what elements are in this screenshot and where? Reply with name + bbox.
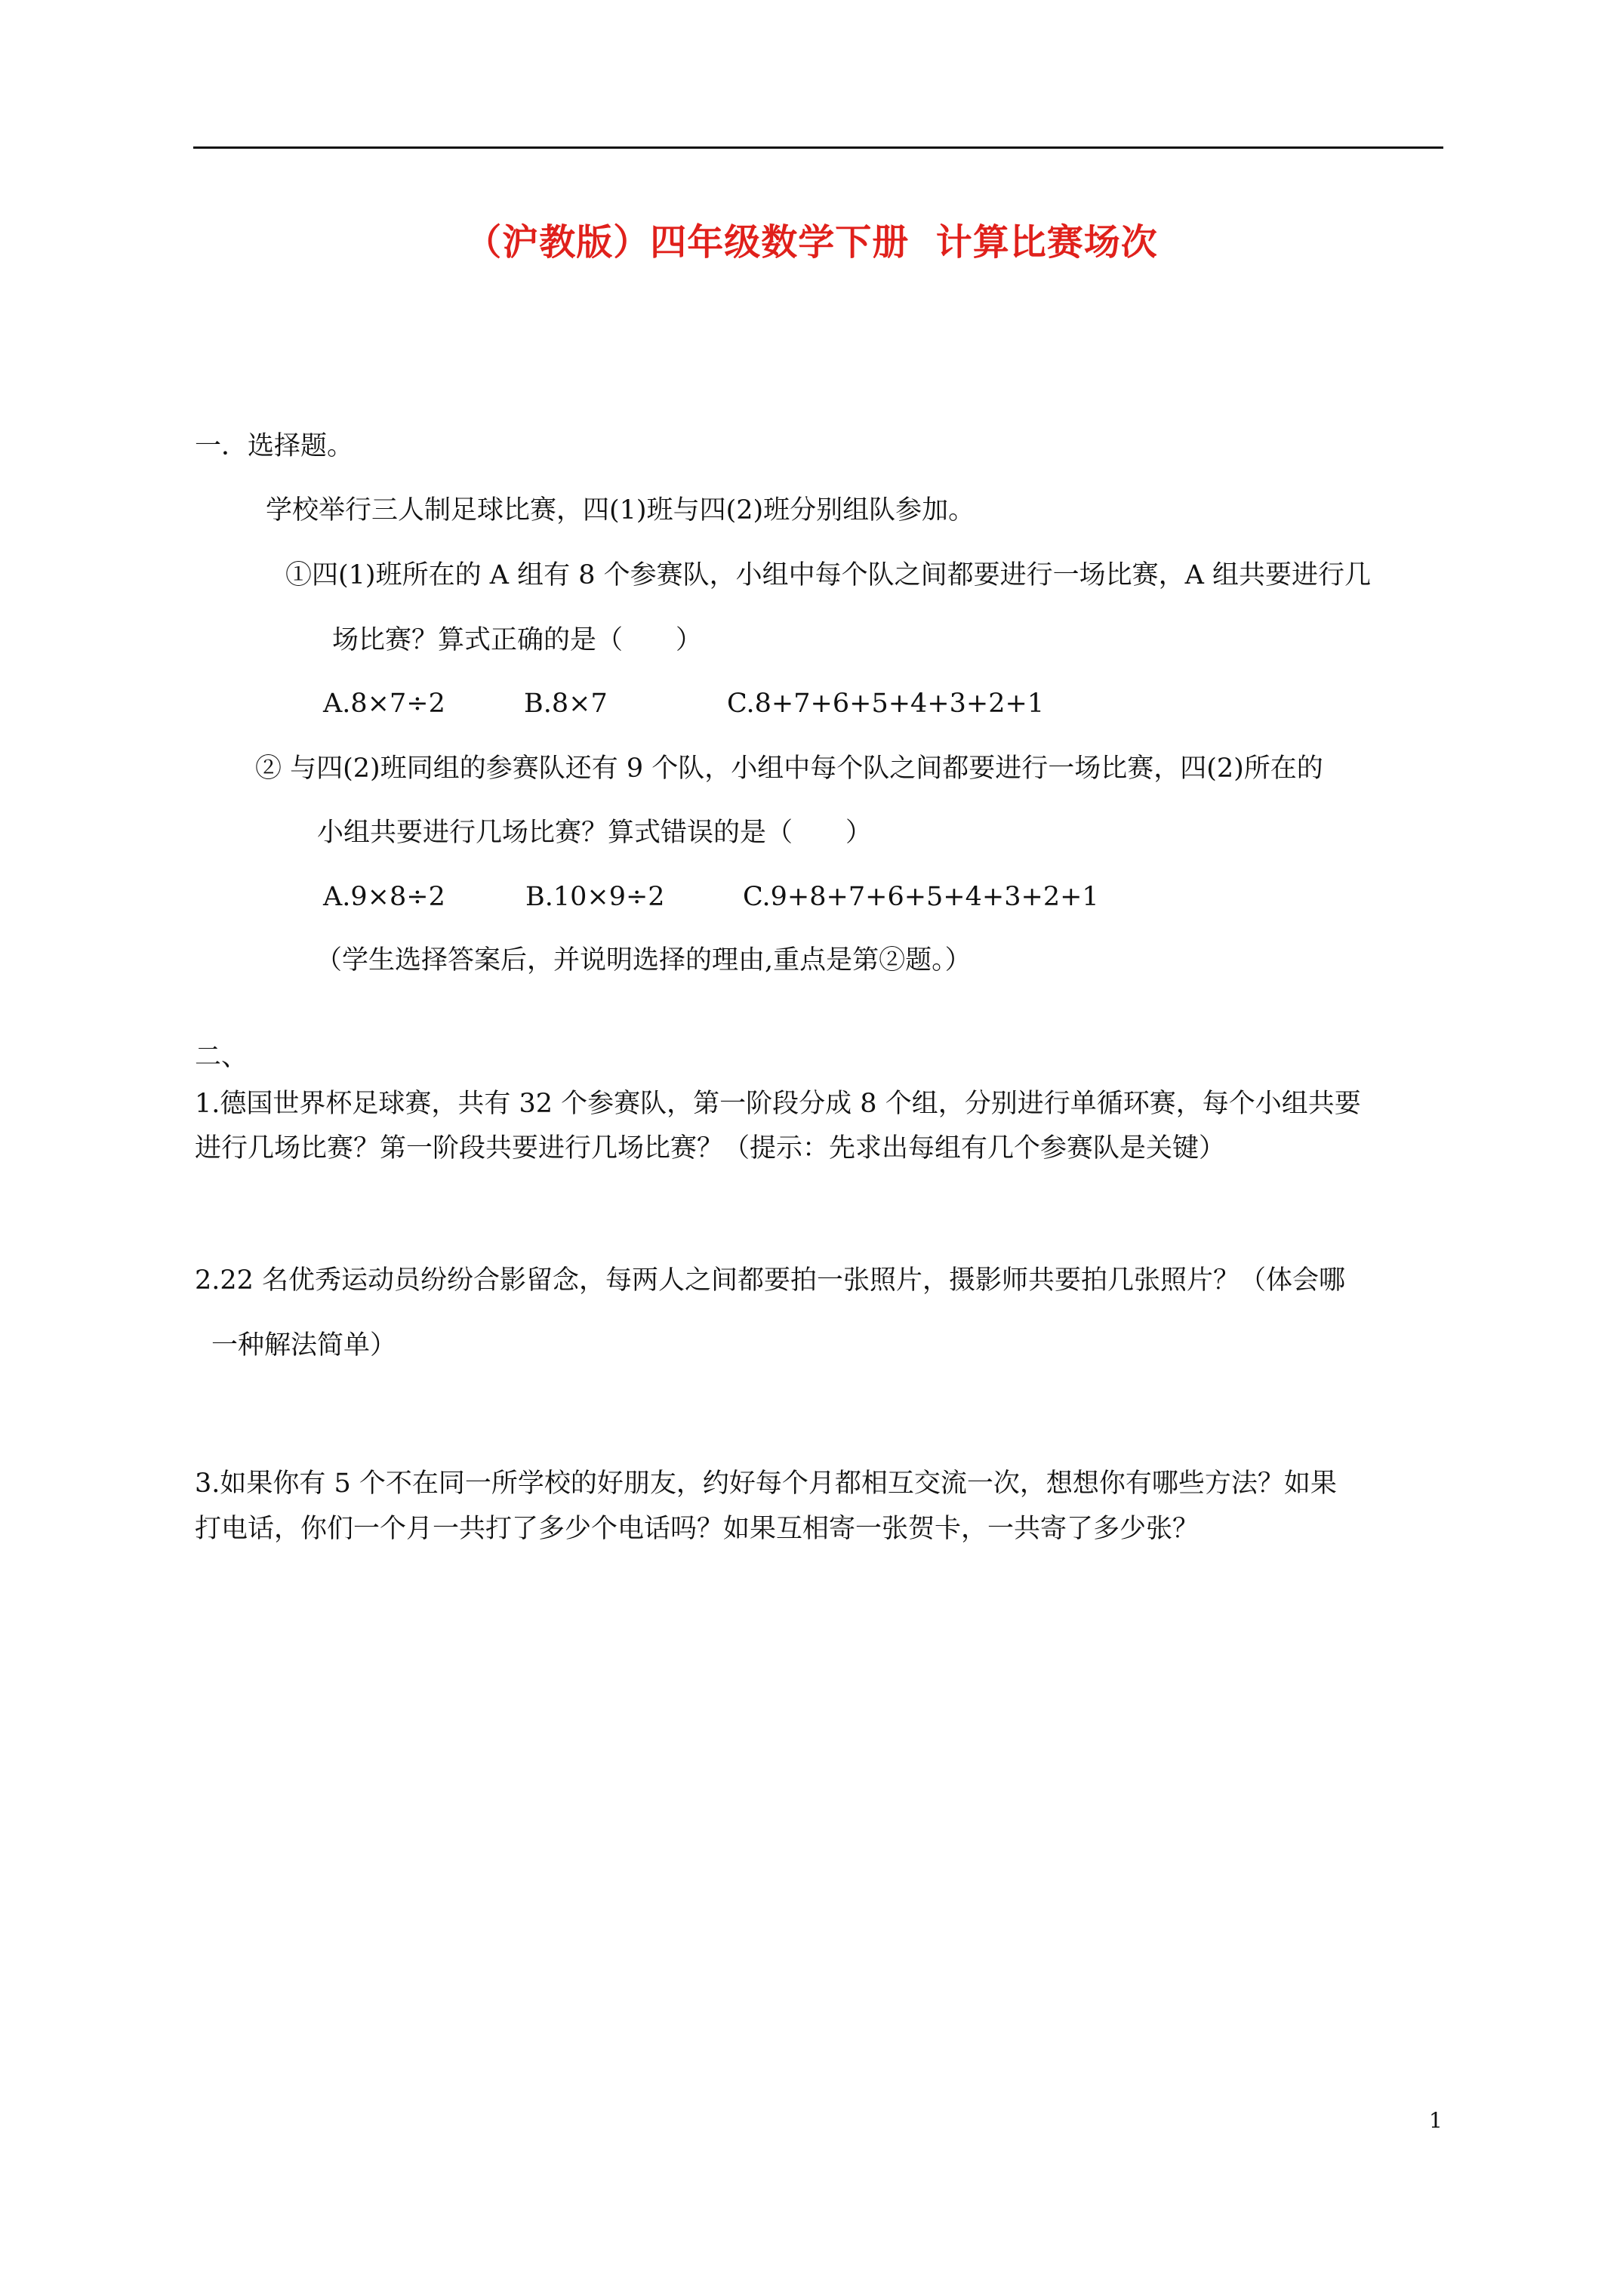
question-2-option-b: B.10×9÷2 [525,882,665,912]
question-2-option-c: C.9+8+7+6+5+4+3+2+1 [743,882,1099,912]
question-1-option-c: C.8+7+6+5+4+3+2+1 [727,689,1045,719]
problem-3-line-1: 3.如果你有 5 个不在同一所学校的好朋友，约好每个月都相互交流一次，想想你有哪些方法？如果 [195,1469,1337,1499]
page-title: （沪教版）四年级数学下册 计算比赛场次 [465,221,1158,264]
question-1-line-2: 场比赛？算式正确的是（ ） [332,625,703,655]
problem-2-line-2: 一种解法简单） [211,1330,397,1361]
question-2-option-a: A.9×8÷2 [323,882,445,912]
section-1-intro: 学校举行三人制足球比赛，四(1)班与四(2)班分别组队参加。 [266,495,975,525]
section-2-heading: 二、 [195,1042,248,1072]
question-2-line-2: 小组共要进行几场比赛？算式错误的是（ ） [317,818,873,848]
page-number: 1 [1429,2108,1443,2133]
section-1-note: （学生选择答案后，并说明选择的理由,重点是第②题。） [316,945,972,975]
question-1-line-1: ①四(1)班所在的 A 组有 8 个参赛队，小组中每个队之间都要进行一场比赛，A 组共要进行几 [285,560,1372,590]
section-1-heading: 一．选择题。 [195,431,354,461]
problem-3-line-2: 打电话，你们一个月一共打了多少个电话吗？如果互相寄一张贺卡，一共寄了多少张？ [195,1514,1200,1544]
problem-1-line-2: 进行几场比赛？第一阶段共要进行几场比赛？（提示：先求出每组有几个参赛队是关键） [195,1133,1226,1163]
problem-2-line-1: 2.22 名优秀运动员纷纷合影留念，每两人之间都要拍一张照片，摄影师共要拍几张照片？（体会哪 [195,1265,1346,1296]
header-rule [193,146,1443,149]
question-1-option-a: A.8×7÷2 [323,689,445,719]
question-1-option-b: B.8×7 [524,689,608,719]
problem-1-line-1: 1.德国世界杯足球赛，共有 32 个参赛队，第一阶段分成 8 个组，分别进行单循环赛，每个小组共要 [195,1089,1361,1119]
question-2-line-1: ② 与四(2)班同组的参赛队还有 9 个队，小组中每个队之间都要进行一场比赛，四(2)所在的 [255,754,1323,784]
